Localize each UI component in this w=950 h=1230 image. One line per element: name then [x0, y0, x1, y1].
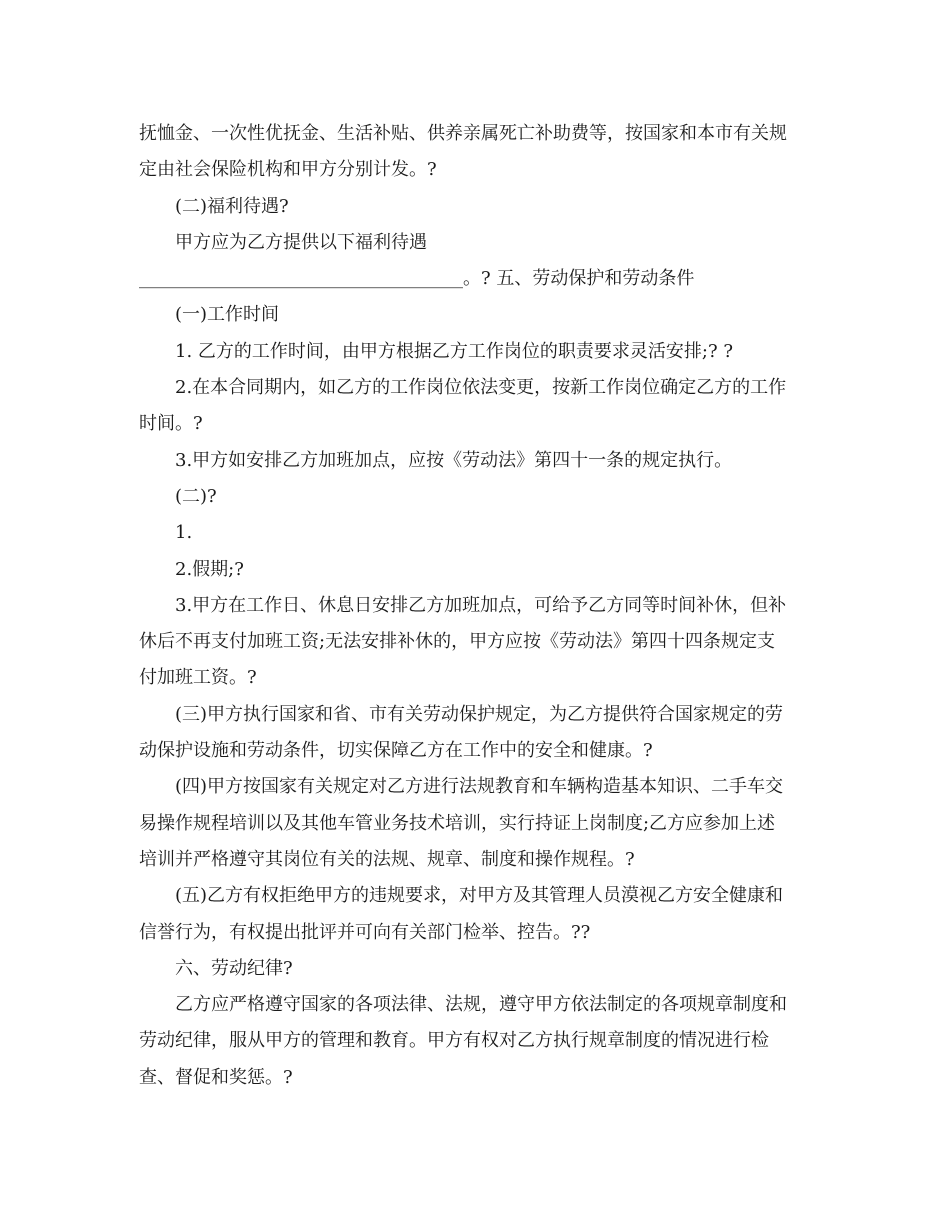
paragraph-line: 培训并严格遵守其岗位有关的法规、规章、制度和操作规程。?	[139, 848, 635, 870]
paragraph-line: 易操作规程培训以及其他车管业务技术培训，实行持证上岗制度;乙方应参加上述	[139, 812, 776, 834]
paragraph-line: 2.在本合同期内，如乙方的工作岗位依法变更，按新工作岗位确定乙方的工作	[175, 377, 787, 399]
paragraph-line: (二)福利待遇?	[175, 195, 289, 217]
paragraph-line: (二)?	[175, 485, 217, 507]
paragraph-line: 3.甲方如安排乙方加班加点，应按《劳动法》第四十一条的规定执行。	[175, 449, 733, 471]
paragraph-line: 信誉行为，有权提出批评并可向有关部门检举、控告。??	[139, 921, 591, 943]
paragraph-line: 休后不再支付加班工资;无法安排补休的，甲方应按《劳动法》第四十四条规定支	[139, 631, 776, 653]
paragraph-line: (一)工作时间	[175, 304, 280, 326]
paragraph-line: ____________________________________。? 五、劳动保护和劳动条件	[139, 268, 695, 290]
paragraph-line: 1.	[175, 522, 193, 544]
paragraph-line: 1. 乙方的工作时间，由甲方根据乙方工作岗位的职责要求灵活安排;? ?	[175, 340, 733, 362]
paragraph-line: (四)甲方按国家有关规定对乙方进行法规教育和车辆构造基本知识、二手车交	[175, 776, 784, 798]
paragraph-line: 六、劳动纪律?	[175, 957, 293, 979]
paragraph-line: 定由社会保险机构和甲方分别计发。?	[139, 159, 437, 181]
document-body	[139, 116, 819, 1096]
paragraph-line: 抚恤金、一次性优抚金、生活补贴、供养亲属死亡补助费等，按国家和本市有关规	[139, 123, 787, 144]
paragraph-line: 2.假期;?	[175, 558, 244, 580]
paragraph-line: 动保护设施和劳动条件，切实保障乙方在工作中的安全和健康。?	[139, 740, 653, 762]
paragraph-line: 3.甲方在工作日、休息日安排乙方加班加点，可给予乙方同等时间补休，但补	[175, 594, 787, 616]
paragraph-line: 付加班工资。?	[139, 667, 257, 689]
paragraph-line: 劳动纪律，服从甲方的管理和教育。甲方有权对乙方执行规章制度的情况进行检	[139, 1030, 769, 1052]
paragraph-line: 甲方应为乙方提供以下福利待遇	[175, 231, 427, 253]
paragraph-line: (三)甲方执行国家和省、市有关劳动保护规定，为乙方提供符合国家规定的劳	[175, 703, 784, 725]
paragraph-line: 乙方应严格遵守国家的各项法律、法规，遵守甲方依法制定的各项规章制度和	[175, 994, 787, 1016]
paragraph-line: 查、督促和奖惩。?	[139, 1066, 293, 1088]
paragraph-line: 时间。?	[139, 413, 203, 435]
paragraph-line: (五)乙方有权拒绝甲方的违规要求，对甲方及其管理人员漠视乙方安全健康和	[175, 885, 784, 907]
